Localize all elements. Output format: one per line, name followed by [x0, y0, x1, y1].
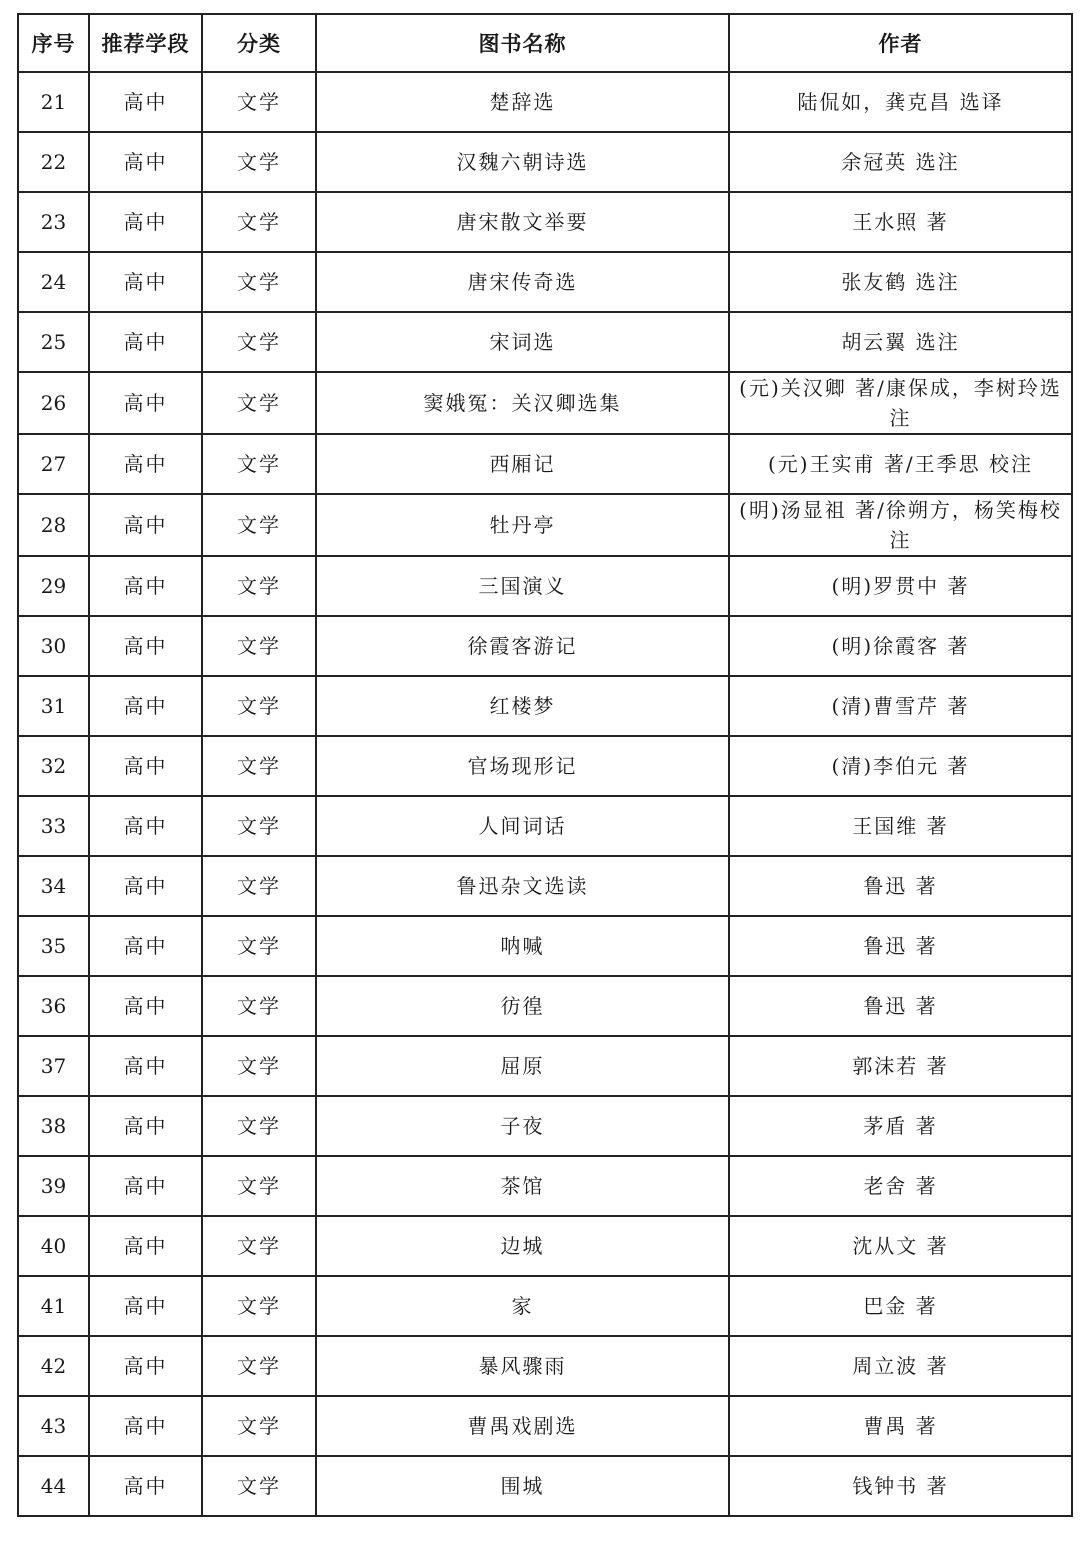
table-row — [18, 616, 1072, 676]
cell-category: 文学 — [202, 1096, 316, 1156]
cell-title: 牡丹亭 — [316, 494, 729, 556]
cell-author: 老舍 著 — [729, 1156, 1072, 1216]
table-row — [18, 312, 1072, 372]
cell-stage: 高中 — [89, 856, 202, 916]
cell-author: 巴金 著 — [729, 1276, 1072, 1336]
cell-category: 文学 — [202, 434, 316, 494]
cell-title: 楚辞选 — [316, 72, 729, 132]
cell-title: 徐霞客游记 — [316, 616, 729, 676]
cell-author: 鲁迅 著 — [729, 856, 1072, 916]
cell-category: 文学 — [202, 1336, 316, 1396]
cell-category: 文学 — [202, 1276, 316, 1336]
cell-author: (明)汤显祖 著/徐朔方，杨笑梅校注 — [729, 494, 1072, 556]
cell-author: 陆侃如，龚克昌 选译 — [729, 72, 1072, 132]
cell-stage: 高中 — [89, 736, 202, 796]
cell-category: 文学 — [202, 312, 316, 372]
cell-stage: 高中 — [89, 976, 202, 1036]
cell-author: (清)曹雪芹 著 — [729, 676, 1072, 736]
cell-stage: 高中 — [89, 616, 202, 676]
cell-category: 文学 — [202, 72, 316, 132]
book-list-table — [17, 13, 1073, 1517]
cell-title: 暴风骤雨 — [316, 1336, 729, 1396]
cell-title: 家 — [316, 1276, 729, 1336]
table-row — [18, 1096, 1072, 1156]
cell-title: 屈原 — [316, 1036, 729, 1096]
cell-stage: 高中 — [89, 494, 202, 556]
cell-category: 文学 — [202, 1036, 316, 1096]
cell-author: 鲁迅 著 — [729, 976, 1072, 1036]
cell-category: 文学 — [202, 1216, 316, 1276]
cell-title: 茶馆 — [316, 1156, 729, 1216]
cell-title: 彷徨 — [316, 976, 729, 1036]
table-row — [18, 1156, 1072, 1216]
cell-stage: 高中 — [89, 796, 202, 856]
cell-no: 35 — [18, 916, 89, 976]
table-row — [18, 736, 1072, 796]
cell-title: 官场现形记 — [316, 736, 729, 796]
cell-no: 40 — [18, 1216, 89, 1276]
cell-title: 唐宋传奇选 — [316, 252, 729, 312]
table-row — [18, 1276, 1072, 1336]
cell-no: 24 — [18, 252, 89, 312]
cell-title: 汉魏六朝诗选 — [316, 132, 729, 192]
cell-stage: 高中 — [89, 372, 202, 434]
table-row — [18, 494, 1072, 556]
cell-stage: 高中 — [89, 1096, 202, 1156]
cell-author: 王国维 著 — [729, 796, 1072, 856]
cell-no: 38 — [18, 1096, 89, 1156]
table-row — [18, 1336, 1072, 1396]
cell-category: 文学 — [202, 676, 316, 736]
table-row — [18, 192, 1072, 252]
cell-category: 文学 — [202, 976, 316, 1036]
cell-title: 红楼梦 — [316, 676, 729, 736]
header-no: 序号 — [18, 14, 89, 72]
cell-category: 文学 — [202, 1396, 316, 1456]
cell-no: 37 — [18, 1036, 89, 1096]
cell-no: 29 — [18, 556, 89, 616]
cell-author: (清)李伯元 著 — [729, 736, 1072, 796]
cell-no: 43 — [18, 1396, 89, 1456]
cell-stage: 高中 — [89, 916, 202, 976]
cell-no: 36 — [18, 976, 89, 1036]
cell-author: 鲁迅 著 — [729, 916, 1072, 976]
cell-category: 文学 — [202, 132, 316, 192]
cell-author: 郭沫若 著 — [729, 1036, 1072, 1096]
cell-author: 周立波 著 — [729, 1336, 1072, 1396]
cell-category: 文学 — [202, 1156, 316, 1216]
header-category: 分类 — [202, 14, 316, 72]
cell-category: 文学 — [202, 616, 316, 676]
cell-category: 文学 — [202, 556, 316, 616]
table-row — [18, 434, 1072, 494]
cell-no: 44 — [18, 1456, 89, 1516]
cell-category: 文学 — [202, 192, 316, 252]
cell-no: 31 — [18, 676, 89, 736]
cell-stage: 高中 — [89, 132, 202, 192]
cell-stage: 高中 — [89, 1396, 202, 1456]
cell-title: 三国演义 — [316, 556, 729, 616]
cell-author: (明)徐霞客 著 — [729, 616, 1072, 676]
cell-author: 茅盾 著 — [729, 1096, 1072, 1156]
cell-author: 胡云翼 选注 — [729, 312, 1072, 372]
cell-no: 27 — [18, 434, 89, 494]
table-header — [18, 14, 1072, 72]
cell-title: 宋词选 — [316, 312, 729, 372]
cell-title: 边城 — [316, 1216, 729, 1276]
cell-no: 28 — [18, 494, 89, 556]
cell-no: 30 — [18, 616, 89, 676]
cell-title: 西厢记 — [316, 434, 729, 494]
cell-no: 42 — [18, 1336, 89, 1396]
table-row — [18, 132, 1072, 192]
cell-category: 文学 — [202, 372, 316, 434]
cell-author: 余冠英 选注 — [729, 132, 1072, 192]
table-body — [18, 72, 1072, 1516]
table-row — [18, 796, 1072, 856]
header-title: 图书名称 — [316, 14, 729, 72]
table-row — [18, 1216, 1072, 1276]
cell-no: 23 — [18, 192, 89, 252]
table-row — [18, 916, 1072, 976]
cell-stage: 高中 — [89, 1036, 202, 1096]
table-row — [18, 1036, 1072, 1096]
cell-no: 34 — [18, 856, 89, 916]
cell-author: (元)关汉卿 著/康保成，李树玲选注 — [729, 372, 1072, 434]
table-row — [18, 976, 1072, 1036]
cell-category: 文学 — [202, 252, 316, 312]
cell-title: 人间词话 — [316, 796, 729, 856]
header-stage: 推荐学段 — [89, 14, 202, 72]
cell-stage: 高中 — [89, 252, 202, 312]
cell-title: 呐喊 — [316, 916, 729, 976]
cell-stage: 高中 — [89, 312, 202, 372]
cell-stage: 高中 — [89, 1276, 202, 1336]
table-row — [18, 72, 1072, 132]
cell-no: 26 — [18, 372, 89, 434]
cell-category: 文学 — [202, 1456, 316, 1516]
cell-no: 32 — [18, 736, 89, 796]
cell-category: 文学 — [202, 796, 316, 856]
cell-stage: 高中 — [89, 676, 202, 736]
cell-title: 鲁迅杂文选读 — [316, 856, 729, 916]
table-row — [18, 556, 1072, 616]
cell-author: (明)罗贯中 著 — [729, 556, 1072, 616]
cell-author: 曹禺 著 — [729, 1396, 1072, 1456]
cell-category: 文学 — [202, 494, 316, 556]
header-author: 作者 — [729, 14, 1072, 72]
cell-title: 唐宋散文举要 — [316, 192, 729, 252]
table-row — [18, 1396, 1072, 1456]
cell-no: 25 — [18, 312, 89, 372]
table-row — [18, 856, 1072, 916]
cell-category: 文学 — [202, 916, 316, 976]
cell-no: 22 — [18, 132, 89, 192]
cell-author: 沈从文 著 — [729, 1216, 1072, 1276]
cell-author: 张友鹤 选注 — [729, 252, 1072, 312]
cell-category: 文学 — [202, 736, 316, 796]
cell-stage: 高中 — [89, 1336, 202, 1396]
cell-stage: 高中 — [89, 1456, 202, 1516]
header-row — [18, 14, 1072, 72]
cell-stage: 高中 — [89, 72, 202, 132]
cell-title: 围城 — [316, 1456, 729, 1516]
cell-no: 33 — [18, 796, 89, 856]
cell-title: 子夜 — [316, 1096, 729, 1156]
cell-stage: 高中 — [89, 1216, 202, 1276]
cell-author: 王水照 著 — [729, 192, 1072, 252]
cell-stage: 高中 — [89, 434, 202, 494]
cell-author: 钱钟书 著 — [729, 1456, 1072, 1516]
table-row — [18, 1456, 1072, 1516]
cell-no: 21 — [18, 72, 89, 132]
cell-category: 文学 — [202, 856, 316, 916]
table-row — [18, 676, 1072, 736]
cell-stage: 高中 — [89, 556, 202, 616]
cell-stage: 高中 — [89, 192, 202, 252]
table-row — [18, 372, 1072, 434]
cell-title: 窦娥冤：关汉卿选集 — [316, 372, 729, 434]
table-row — [18, 252, 1072, 312]
cell-stage: 高中 — [89, 1156, 202, 1216]
cell-no: 41 — [18, 1276, 89, 1336]
cell-no: 39 — [18, 1156, 89, 1216]
cell-title: 曹禺戏剧选 — [316, 1396, 729, 1456]
cell-author: (元)王实甫 著/王季思 校注 — [729, 434, 1072, 494]
